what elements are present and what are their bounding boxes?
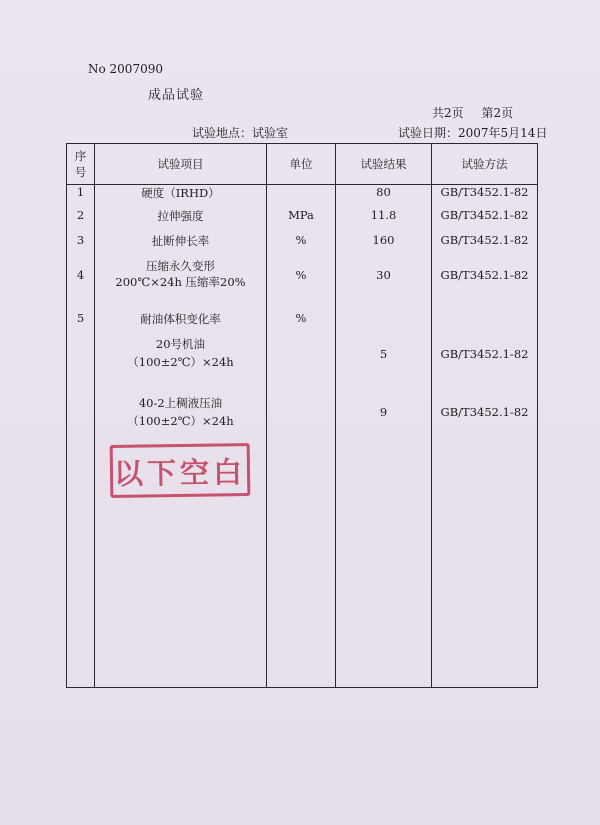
cell-method xyxy=(432,311,538,335)
table-row xyxy=(67,311,538,335)
cell-item-line1: 20号机油 xyxy=(155,337,206,351)
cell-seq: 4 xyxy=(67,258,95,311)
cell-item: 耐油体积变化率 xyxy=(95,311,267,335)
table-row xyxy=(67,258,538,311)
table-row xyxy=(67,335,538,394)
cell-result xyxy=(336,311,432,335)
header-item: 试验项目 xyxy=(95,144,267,185)
header-unit: 单位 xyxy=(267,144,336,185)
cell-method: GB/T3452.1-82 xyxy=(432,208,538,233)
cell-item-line1: 40-2上稠液压油 xyxy=(138,396,223,410)
table-row xyxy=(67,233,538,258)
blank-below-stamp xyxy=(110,443,251,498)
cell-item-line2: 200℃×24h 压缩率20% xyxy=(115,275,246,289)
test-location: 试验地点：试验室 xyxy=(192,126,289,140)
cell-unit: MPa xyxy=(267,208,336,233)
cell-result: 160 xyxy=(336,233,432,258)
cell-item-line2: （100±2℃）×24h xyxy=(127,414,234,428)
cell-method: GB/T3452.1-82 xyxy=(432,258,538,311)
cell-unit xyxy=(267,394,336,688)
total-pages: 共2页 xyxy=(432,106,464,120)
cell-item: 硬度（IRHD） xyxy=(95,185,267,209)
cell-item: 拉伸强度 xyxy=(95,208,267,233)
cell-unit xyxy=(267,335,336,394)
header-result: 试验结果 xyxy=(336,144,432,185)
page-info xyxy=(432,104,513,121)
cell-method: GB/T3452.1-82 xyxy=(432,185,538,209)
header-seq xyxy=(67,144,95,185)
cell-result: 5 xyxy=(336,335,432,394)
cell-item-line1: 压缩永久变形 xyxy=(146,259,215,273)
cell-seq: 3 xyxy=(67,233,95,258)
cell-item: 扯断伸长率 xyxy=(95,233,267,258)
cell-unit: % xyxy=(267,311,336,335)
current-page: 第2页 xyxy=(481,106,514,120)
table-row xyxy=(67,185,538,209)
cell-result: 30 xyxy=(336,258,432,311)
test-date: 试验日期：2007年5月14日 xyxy=(398,126,548,140)
cell-method: GB/T3452.1-82 xyxy=(432,233,538,258)
cell-result: 80 xyxy=(336,185,432,209)
cell-item xyxy=(95,258,267,311)
table-header-row xyxy=(67,144,538,185)
cell-seq: 1 xyxy=(67,185,95,209)
header-method: 试验方法 xyxy=(432,144,538,185)
document-number: No 2007090 xyxy=(88,62,163,76)
cell-item xyxy=(95,394,267,688)
cell-result: 9 xyxy=(336,394,432,688)
cell-seq xyxy=(67,335,95,394)
table-row xyxy=(67,208,538,233)
table-row xyxy=(67,394,538,688)
cell-unit: % xyxy=(267,258,336,311)
header-seq-text: 序号 xyxy=(74,149,87,179)
cell-unit: % xyxy=(267,233,336,258)
cell-seq: 5 xyxy=(67,311,95,335)
results-table xyxy=(66,143,538,688)
cell-seq: 2 xyxy=(67,208,95,233)
cell-item xyxy=(95,335,267,394)
cell-seq xyxy=(67,394,95,688)
document-title: 成品试验 xyxy=(148,88,205,103)
cell-unit xyxy=(267,185,336,209)
cell-method: GB/T3452.1-82 xyxy=(432,335,538,394)
cell-result: 11.8 xyxy=(336,208,432,233)
cell-method: GB/T3452.1-82 xyxy=(432,394,538,688)
cell-item-line2: （100±2℃）×24h xyxy=(127,355,234,369)
stamp-text: 以下空白 xyxy=(113,455,247,491)
